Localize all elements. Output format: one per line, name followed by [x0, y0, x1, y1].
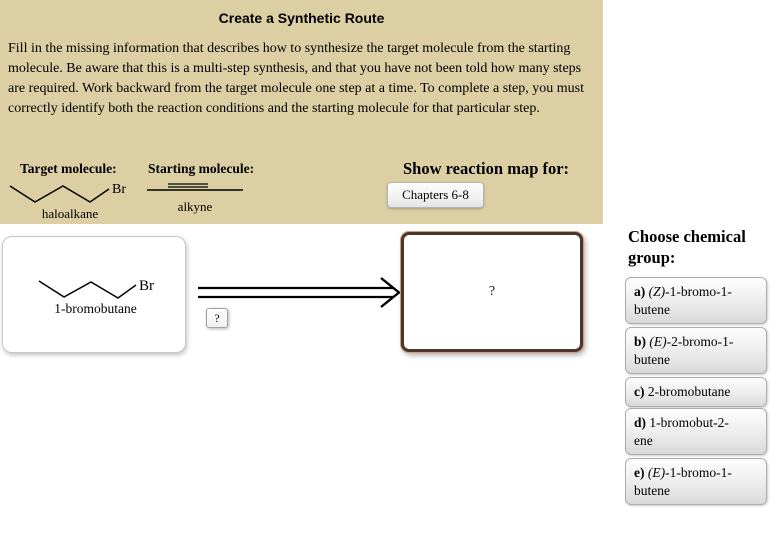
option-e-button[interactable]	[625, 458, 767, 505]
reactant-structure	[31, 271, 181, 301]
reactant-box	[2, 236, 186, 353]
choose-group-heading: Choose chemical group:	[628, 227, 746, 267]
chapters-6-8-button[interactable]: Chapters 6-8	[387, 182, 484, 208]
retrosynthesis-arrow-icon	[195, 275, 405, 313]
br-atom-label: Br	[112, 182, 126, 197]
instructions-text: Fill in the missing information that describes how to synthesize the target molecule from the starting molecule. Be aware that this is a multi-step synthesis, and that you have not been told how many steps are required. Work backward from the target molecule one step at a time. To complete a step, you must correctly identify both the reaction conditions and the starting molecule for that particular step.	[8, 41, 584, 116]
page-title: Create a Synthetic Route	[218, 10, 385, 26]
reactant-name: 1-bromobutane	[54, 301, 137, 316]
product-dropzone[interactable]	[401, 232, 583, 352]
option-c-label: c) 2-bromobutane	[634, 384, 731, 399]
option-c-button[interactable]	[625, 377, 767, 407]
option-e-label: e) (E)-1-bromo-1-butene	[634, 465, 732, 498]
target-molecule-label: Target molecule:	[20, 161, 117, 176]
br-atom-label: Br	[139, 278, 154, 294]
starting-molecule-structure	[145, 180, 245, 194]
option-d-label: d) 1-bromobut-2-ene	[634, 415, 729, 448]
option-b-label: b) (E)-2-bromo-1-butene	[634, 334, 734, 367]
product-placeholder: ?	[488, 284, 496, 299]
option-d-button[interactable]	[625, 408, 767, 455]
target-molecule-structure	[8, 176, 136, 206]
conditions-unknown-button[interactable]: ?	[206, 308, 228, 328]
reaction-map-heading: Show reaction map for:	[403, 159, 570, 178]
starting-molecule-label: Starting molecule:	[148, 161, 255, 176]
option-a-label: a) (Z)-1-bromo-1-butene	[634, 284, 732, 317]
option-b-button[interactable]	[625, 327, 767, 374]
starting-molecule-caption: alkyne	[177, 199, 213, 214]
option-a-button[interactable]	[625, 277, 767, 324]
target-molecule-caption: haloalkane	[41, 206, 99, 221]
